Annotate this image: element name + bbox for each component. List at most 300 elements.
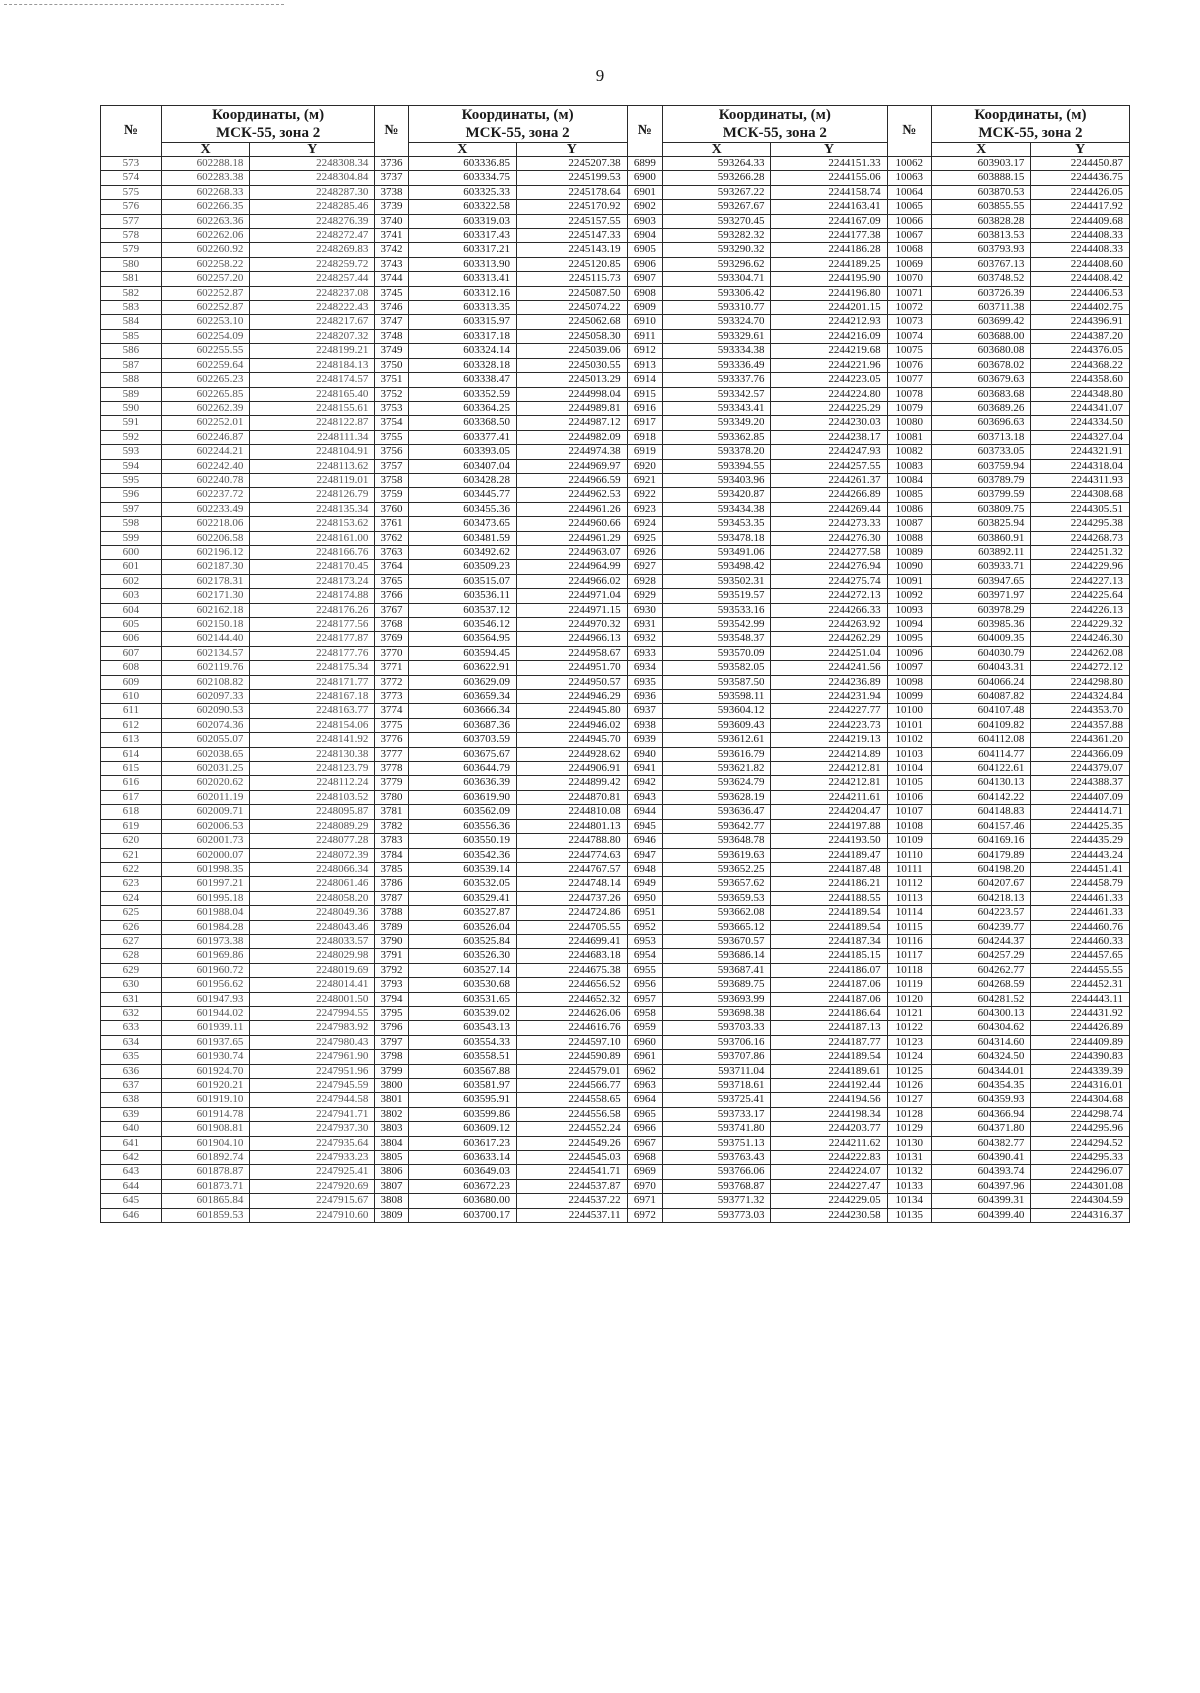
table-row [101,1050,1130,1064]
y-coordinate-cell: 2244229.05 [771,1194,887,1208]
point-number-cell: 6971 [627,1194,662,1208]
point-number-cell: 633 [101,1021,162,1035]
y-coordinate-cell: 2244198.34 [771,1107,887,1121]
y-coordinate-cell: 2248163.77 [250,704,375,718]
x-coordinate-cell: 604087.82 [931,690,1031,704]
y-coordinate-cell: 2244236.89 [771,675,887,689]
x-coordinate-cell: 601947.93 [161,992,250,1006]
y-coordinate-cell: 2248269.83 [250,243,375,257]
point-number-cell: 3764 [375,560,408,574]
x-coordinate-cell: 603688.00 [931,329,1031,343]
table-row [101,445,1130,459]
y-coordinate-cell: 2244185.15 [771,949,887,963]
x-coordinate-cell: 593763.43 [663,1151,771,1165]
x-coordinate-cell: 603659.34 [408,690,516,704]
y-coordinate-cell: 2244246.30 [1031,632,1130,646]
x-coordinate-cell: 603789.79 [931,473,1031,487]
point-number-cell: 6927 [627,560,662,574]
point-number-cell: 3756 [375,445,408,459]
y-coordinate-cell: 2244408.33 [1031,229,1130,243]
point-number-cell: 3791 [375,949,408,963]
y-coordinate-cell: 2248119.01 [250,473,375,487]
x-coordinate-cell: 603526.30 [408,949,516,963]
point-number-cell: 10066 [887,214,931,228]
x-coordinate-cell: 603537.12 [408,603,516,617]
table-row [101,1208,1130,1222]
x-coordinate-cell: 601920.21 [161,1079,250,1093]
table-row [101,675,1130,689]
point-number-cell: 6915 [627,387,662,401]
point-number-cell: 10090 [887,560,931,574]
point-number-cell: 10117 [887,949,931,963]
x-coordinate-cell: 603509.23 [408,560,516,574]
y-coordinate-cell: 2244982.09 [516,430,627,444]
point-number-cell: 3795 [375,1006,408,1020]
x-coordinate-cell: 602178.31 [161,574,250,588]
point-number-cell: 624 [101,891,162,905]
x-coordinate-cell: 604066.24 [931,675,1031,689]
y-coordinate-cell: 2248174.88 [250,589,375,603]
x-coordinate-cell: 602246.87 [161,430,250,444]
y-coordinate-cell: 2248154.06 [250,718,375,732]
point-number-cell: 10088 [887,531,931,545]
point-number-cell: 10112 [887,877,931,891]
x-coordinate-cell: 602000.07 [161,848,250,862]
y-coordinate-cell: 2248175.34 [250,661,375,675]
point-number-cell: 3807 [375,1179,408,1193]
point-number-cell: 10098 [887,675,931,689]
point-number-cell: 596 [101,488,162,502]
point-number-cell: 10074 [887,329,931,343]
point-number-cell: 10092 [887,589,931,603]
x-coordinate-cell: 593703.33 [663,1021,771,1035]
coord-group-header: Координаты, (м) МСК-55, зона 2 [663,106,888,143]
x-coordinate-cell: 603313.41 [408,272,516,286]
y-header: Y [516,143,627,157]
point-number-cell: 635 [101,1050,162,1064]
y-coordinate-cell: 2244443.11 [1031,992,1130,1006]
y-coordinate-cell: 2248161.00 [250,531,375,545]
x-coordinate-cell: 603689.26 [931,401,1031,415]
x-coordinate-cell: 602265.23 [161,373,250,387]
y-coordinate-cell: 2248135.34 [250,502,375,516]
x-coordinate-cell: 603368.50 [408,416,516,430]
y-coordinate-cell: 2244461.33 [1031,906,1130,920]
y-coordinate-cell: 2244616.76 [516,1021,627,1035]
y-coordinate-cell: 2247980.43 [250,1035,375,1049]
y-coordinate-cell: 2244767.57 [516,862,627,876]
x-coordinate-cell: 602263.36 [161,214,250,228]
x-coordinate-cell: 603328.18 [408,358,516,372]
x-coordinate-cell: 603325.33 [408,185,516,199]
y-coordinate-cell: 2245120.85 [516,257,627,271]
x-coordinate-cell: 603539.02 [408,1006,516,1020]
point-number-cell: 10073 [887,315,931,329]
x-coordinate-cell: 602242.40 [161,459,250,473]
x-coordinate-cell: 593362.85 [663,430,771,444]
y-coordinate-cell: 2248058.20 [250,891,375,905]
x-coordinate-cell: 603636.39 [408,776,516,790]
y-coordinate-cell: 2248199.21 [250,344,375,358]
x-coordinate-cell: 593267.22 [663,185,771,199]
table-row [101,978,1130,992]
point-number-cell: 10063 [887,171,931,185]
x-coordinate-cell: 602119.76 [161,661,250,675]
y-coordinate-cell: 2248049.36 [250,906,375,920]
point-number-cell: 10103 [887,747,931,761]
table-row [101,358,1130,372]
y-coordinate-cell: 2247941.71 [250,1107,375,1121]
y-coordinate-cell: 2245062.68 [516,315,627,329]
y-coordinate-cell: 2248176.26 [250,603,375,617]
y-coordinate-cell: 2244247.93 [771,445,887,459]
point-number-cell: 3781 [375,805,408,819]
y-coordinate-cell: 2247951.96 [250,1064,375,1078]
point-number-cell: 3757 [375,459,408,473]
x-coordinate-cell: 593266.28 [663,171,771,185]
point-number-cell: 6965 [627,1107,662,1121]
x-coordinate-cell: 604009.35 [931,632,1031,646]
point-number-cell: 6948 [627,862,662,876]
y-coordinate-cell: 2244223.05 [771,373,887,387]
table-row [101,517,1130,531]
point-number-cell: 10114 [887,906,931,920]
y-coordinate-cell: 2248184.13 [250,358,375,372]
x-coordinate-cell: 593741.80 [663,1122,771,1136]
point-number-cell: 3747 [375,315,408,329]
x-coordinate-cell: 603978.29 [931,603,1031,617]
point-number-cell: 3770 [375,646,408,660]
x-coordinate-cell: 601939.11 [161,1021,250,1035]
point-number-cell: 10135 [887,1208,931,1222]
y-coordinate-cell: 2244262.08 [1031,646,1130,660]
point-number-cell: 3761 [375,517,408,531]
y-coordinate-cell: 2244301.08 [1031,1179,1130,1193]
point-number-cell: 6955 [627,963,662,977]
x-coordinate-cell: 604218.13 [931,891,1031,905]
y-coordinate-cell: 2244597.10 [516,1035,627,1049]
y-coordinate-cell: 2244675.38 [516,963,627,977]
point-number-cell: 6908 [627,286,662,300]
point-number-cell: 587 [101,358,162,372]
x-coordinate-cell: 601956.62 [161,978,250,992]
x-coordinate-cell: 603581.97 [408,1079,516,1093]
point-number-cell: 10064 [887,185,931,199]
point-number-cell: 6957 [627,992,662,1006]
table-row [101,315,1130,329]
y-coordinate-cell: 2248276.39 [250,214,375,228]
x-coordinate-cell: 593329.61 [663,329,771,343]
x-coordinate-cell: 603536.11 [408,589,516,603]
x-coordinate-cell: 603617.23 [408,1136,516,1150]
x-coordinate-cell: 604239.77 [931,920,1031,934]
point-number-cell: 607 [101,646,162,660]
point-number-cell: 3743 [375,257,408,271]
y-coordinate-cell: 2244262.29 [771,632,887,646]
x-coordinate-cell: 593624.79 [663,776,771,790]
point-number-cell: 6925 [627,531,662,545]
point-number-cell: 3801 [375,1093,408,1107]
y-coordinate-cell: 2244187.77 [771,1035,887,1049]
y-coordinate-cell: 2248222.43 [250,301,375,315]
y-coordinate-cell: 2244970.32 [516,618,627,632]
x-coordinate-cell: 604107.48 [931,704,1031,718]
y-coordinate-cell: 2244201.15 [771,301,887,315]
x-coordinate-cell: 601944.02 [161,1006,250,1020]
x-coordinate-cell: 593453.35 [663,517,771,531]
x-coordinate-cell: 593733.17 [663,1107,771,1121]
point-number-cell: 3790 [375,934,408,948]
point-number-cell: 3767 [375,603,408,617]
x-coordinate-cell: 603971.97 [931,589,1031,603]
x-coordinate-cell: 603317.43 [408,229,516,243]
x-coordinate-cell: 604198.20 [931,862,1031,876]
x-coordinate-cell: 603525.84 [408,934,516,948]
point-number-cell: 630 [101,978,162,992]
x-coordinate-cell: 593707.86 [663,1050,771,1064]
y-coordinate-cell: 2244341.07 [1031,401,1130,415]
y-coordinate-cell: 2244316.01 [1031,1079,1130,1093]
point-number-cell: 6936 [627,690,662,704]
x-coordinate-cell: 602038.65 [161,747,250,761]
x-coordinate-cell: 604390.41 [931,1151,1031,1165]
x-coordinate-cell: 604179.89 [931,848,1031,862]
point-number-cell: 3737 [375,171,408,185]
y-coordinate-cell: 2244579.01 [516,1064,627,1078]
y-coordinate-cell: 2244387.20 [1031,329,1130,343]
table-row [101,373,1130,387]
point-number-cell: 3794 [375,992,408,1006]
y-coordinate-cell: 2244566.77 [516,1079,627,1093]
x-coordinate-cell: 602108.82 [161,675,250,689]
point-number-cell: 3809 [375,1208,408,1222]
x-coordinate-cell: 593773.03 [663,1208,771,1222]
x-coordinate-cell: 593662.08 [663,906,771,920]
point-number-cell: 620 [101,834,162,848]
table-row [101,185,1130,199]
y-coordinate-cell: 2248165.40 [250,387,375,401]
y-coordinate-cell: 2244426.89 [1031,1021,1130,1035]
x-coordinate-cell: 602258.22 [161,257,250,271]
x-coordinate-cell: 593498.42 [663,560,771,574]
y-coordinate-cell: 2248272.47 [250,229,375,243]
point-number-cell: 606 [101,632,162,646]
x-coordinate-cell: 593491.06 [663,545,771,559]
x-coordinate-cell: 602206.58 [161,531,250,545]
x-coordinate-cell: 601997.21 [161,877,250,891]
point-number-cell: 10099 [887,690,931,704]
table-row [101,257,1130,271]
x-coordinate-cell: 603562.09 [408,805,516,819]
point-number-cell: 3792 [375,963,408,977]
x-coordinate-cell: 603813.53 [931,229,1031,243]
point-number-cell: 642 [101,1151,162,1165]
x-coordinate-cell: 603527.87 [408,906,516,920]
y-coordinate-cell: 2247920.69 [250,1179,375,1193]
point-number-cell: 10068 [887,243,931,257]
y-coordinate-cell: 2245087.50 [516,286,627,300]
x-coordinate-cell: 593665.12 [663,920,771,934]
y-coordinate-cell: 2248167.18 [250,690,375,704]
point-number-cell: 3780 [375,790,408,804]
x-coordinate-cell: 603539.14 [408,862,516,876]
point-number-cell: 3744 [375,272,408,286]
point-number-cell: 613 [101,733,162,747]
y-coordinate-cell: 2244295.96 [1031,1122,1130,1136]
table-row [101,632,1130,646]
y-coordinate-cell: 2244974.38 [516,445,627,459]
number-header: № [375,106,408,157]
y-coordinate-cell: 2244189.54 [771,906,887,920]
x-coordinate-cell: 604397.96 [931,1179,1031,1193]
y-coordinate-cell: 2248072.39 [250,848,375,862]
point-number-cell: 632 [101,1006,162,1020]
point-number-cell: 10118 [887,963,931,977]
y-coordinate-cell: 2244308.68 [1031,488,1130,502]
y-coordinate-cell: 2248111.34 [250,430,375,444]
point-number-cell: 10071 [887,286,931,300]
y-coordinate-cell: 2244196.80 [771,286,887,300]
y-coordinate-cell: 2244962.53 [516,488,627,502]
y-coordinate-cell: 2244192.44 [771,1079,887,1093]
point-number-cell: 10096 [887,646,931,660]
y-coordinate-cell: 2245039.06 [516,344,627,358]
point-number-cell: 626 [101,920,162,934]
y-coordinate-cell: 2244431.92 [1031,1006,1130,1020]
point-number-cell: 10085 [887,488,931,502]
x-coordinate-cell: 593548.37 [663,632,771,646]
y-coordinate-cell: 2244435.29 [1031,834,1130,848]
point-number-cell: 586 [101,344,162,358]
y-header: Y [771,143,887,157]
point-number-cell: 10106 [887,790,931,804]
y-coordinate-cell: 2245074.22 [516,301,627,315]
x-coordinate-cell: 593342.57 [663,387,771,401]
x-coordinate-cell: 603860.91 [931,531,1031,545]
y-coordinate-cell: 2244963.07 [516,545,627,559]
x-coordinate-cell: 603542.36 [408,848,516,862]
x-coordinate-cell: 603564.95 [408,632,516,646]
point-number-cell: 6960 [627,1035,662,1049]
x-coordinate-cell: 603556.36 [408,819,516,833]
y-coordinate-cell: 2244656.52 [516,978,627,992]
x-coordinate-cell: 603666.34 [408,704,516,718]
point-number-cell: 6934 [627,661,662,675]
table-row [101,718,1130,732]
x-coordinate-cell: 603649.03 [408,1165,516,1179]
point-number-cell: 10109 [887,834,931,848]
y-coordinate-cell: 2248001.50 [250,992,375,1006]
point-number-cell: 6953 [627,934,662,948]
x-coordinate-cell: 604268.59 [931,978,1031,992]
x-coordinate-cell: 604148.83 [931,805,1031,819]
y-coordinate-cell: 2244275.74 [771,574,887,588]
point-number-cell: 599 [101,531,162,545]
x-coordinate-cell: 604344.01 [931,1064,1031,1078]
point-number-cell: 614 [101,747,162,761]
point-number-cell: 10122 [887,1021,931,1035]
y-coordinate-cell: 2245147.33 [516,229,627,243]
x-coordinate-cell: 593711.04 [663,1064,771,1078]
y-header: Y [250,143,375,157]
point-number-cell: 3755 [375,430,408,444]
point-number-cell: 615 [101,762,162,776]
x-coordinate-cell: 604399.31 [931,1194,1031,1208]
point-number-cell: 10069 [887,257,931,271]
y-coordinate-cell: 2244226.13 [1031,603,1130,617]
x-coordinate-cell: 593598.11 [663,690,771,704]
y-coordinate-cell: 2244699.41 [516,934,627,948]
x-coordinate-cell: 601892.74 [161,1151,250,1165]
y-coordinate-cell: 2244189.54 [771,1050,887,1064]
point-number-cell: 3772 [375,675,408,689]
x-coordinate-cell: 603334.75 [408,171,516,185]
y-coordinate-cell: 2244810.08 [516,805,627,819]
y-coordinate-cell: 2244227.13 [1031,574,1130,588]
y-coordinate-cell: 2244388.37 [1031,776,1130,790]
y-coordinate-cell: 2244417.92 [1031,200,1130,214]
y-coordinate-cell: 2248123.79 [250,762,375,776]
point-number-cell: 6926 [627,545,662,559]
y-coordinate-cell: 2244296.07 [1031,1165,1130,1179]
point-number-cell: 10082 [887,445,931,459]
y-coordinate-cell: 2244219.68 [771,344,887,358]
y-coordinate-cell: 2245030.55 [516,358,627,372]
table-row [101,1064,1130,1078]
y-coordinate-cell: 2244211.62 [771,1136,887,1150]
x-coordinate-cell: 593725.41 [663,1093,771,1107]
x-coordinate-cell: 593768.87 [663,1179,771,1193]
point-number-cell: 10081 [887,430,931,444]
x-coordinate-cell: 602196.12 [161,545,250,559]
y-coordinate-cell: 2244167.09 [771,214,887,228]
x-coordinate-cell: 603550.19 [408,834,516,848]
y-coordinate-cell: 2248089.29 [250,819,375,833]
y-coordinate-cell: 2244304.68 [1031,1093,1130,1107]
x-coordinate-cell: 593636.47 [663,805,771,819]
point-number-cell: 10126 [887,1079,931,1093]
x-coordinate-cell: 593718.61 [663,1079,771,1093]
table-row [101,416,1130,430]
point-number-cell: 627 [101,934,162,948]
y-coordinate-cell: 2244683.18 [516,949,627,963]
x-coordinate-cell: 593394.55 [663,459,771,473]
y-coordinate-cell: 2244194.56 [771,1093,887,1107]
y-coordinate-cell: 2244276.94 [771,560,887,574]
y-coordinate-cell: 2244426.05 [1031,185,1130,199]
table-row [101,1107,1130,1121]
y-coordinate-cell: 2244273.33 [771,517,887,531]
y-coordinate-cell: 2244305.51 [1031,502,1130,516]
point-number-cell: 3808 [375,1194,408,1208]
y-coordinate-cell: 2244187.06 [771,978,887,992]
x-coordinate-cell: 593628.19 [663,790,771,804]
point-number-cell: 6924 [627,517,662,531]
y-coordinate-cell: 2248033.57 [250,934,375,948]
y-coordinate-cell: 2244906.91 [516,762,627,776]
point-number-cell: 611 [101,704,162,718]
point-number-cell: 10089 [887,545,931,559]
y-coordinate-cell: 2244295.38 [1031,517,1130,531]
x-coordinate-cell: 593519.57 [663,589,771,603]
point-number-cell: 639 [101,1107,162,1121]
point-number-cell: 625 [101,906,162,920]
y-coordinate-cell: 2244227.77 [771,704,887,718]
y-coordinate-cell: 2248166.76 [250,545,375,559]
y-coordinate-cell: 2245013.29 [516,373,627,387]
y-coordinate-cell: 2244189.25 [771,257,887,271]
y-coordinate-cell: 2244272.13 [771,589,887,603]
